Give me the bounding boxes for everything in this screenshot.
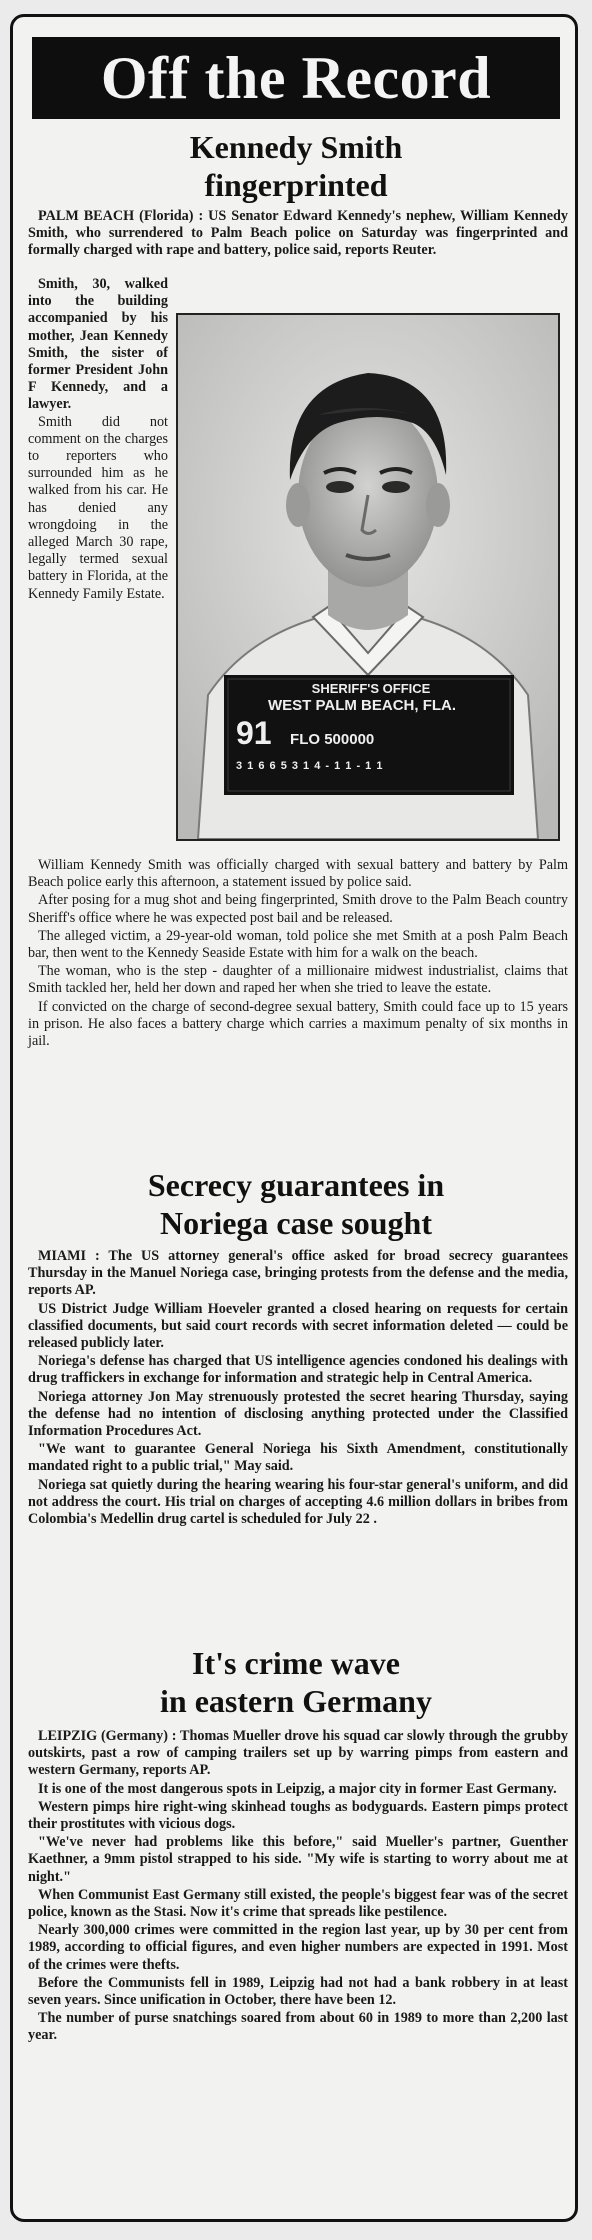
story1-narrow-paragraph-2: Smith did not comment on the charges to reporters who surrounded him as he walked from his car. He has denied any wrongdoing in the alleged March 30 rape, legally termed sexual battery in Florida, at the Kennedy Family Estate. [28, 413, 168, 602]
story2-lead-paragraph: MIAMI : The US attorney general's office asked for broad secrecy guarantees Thursday in the Manuel Noriega case, bringing protests from the defense and the media, reports AP. [28, 1248, 568, 1299]
story2-headline-line2: Noriega case sought [160, 1205, 432, 1241]
story1-headline [24, 128, 568, 204]
story3-paragraph-2: Western pimps hire right-wing skinhead toughs as bodyguards. Eastern pimps protect their prostitutes with vicious dogs. [28, 1798, 568, 1833]
story2-headline [24, 1166, 568, 1242]
story2-paragraph-2: Noriega's defense has charged that US intelligence agencies condoned his dealings with drug traffickers in exchange for information and strategic help in Central America. [28, 1353, 568, 1387]
story3-lead-paragraph: LEIPZIG (Germany) : Thomas Mueller drove his squad car slowly through the grubby outskirts, past a row of camping trailers set up by warring pimps from eastern and western Germany, reports AP. [28, 1728, 568, 1779]
story1-paragraph-2: After posing for a mug shot and being fingerprinted, Smith drove to the Palm Beach country Sheriff's office where he was expected post bail and be released. [28, 892, 568, 926]
placard-agency-code: FLO 500000 [290, 731, 375, 748]
story3-body [28, 1728, 568, 2046]
story3-headline-line1: It's crime wave [192, 1645, 400, 1681]
story1-body [28, 857, 568, 1051]
story3-headline [24, 1644, 568, 1720]
placard-line-1: SHERIFF'S OFFICE [311, 681, 431, 696]
mugshot-photo [176, 313, 560, 841]
story3-paragraph-7: The number of purse snatchings soared from about 60 in 1989 to more than 2,200 last year. [28, 2010, 568, 2044]
story2-paragraph-1: US District Judge William Hoeveler granted a closed hearing on requests for certain classified documents, but said court records with secret information deleted — could be released publicly later. [28, 1300, 568, 1352]
story1-headline-line1: Kennedy Smith [189, 129, 403, 165]
story1-headline-line2: fingerprinted [204, 167, 388, 203]
placard-line-4: 3 1 6 6 5 3 1 4 - 1 1 - 1 1 [236, 760, 384, 772]
story1-lead [28, 208, 568, 261]
story1-narrow-paragraph-1: Smith, 30, walked into the building accompanied by his mother, Jean Kennedy Smith, the sister of former President John F Kennedy, and a lawyer. [28, 276, 168, 413]
story1-narrow-column [28, 276, 168, 603]
placard-line-2: WEST PALM BEACH, FLA. [268, 697, 457, 714]
story1-paragraph-3: The alleged victim, a 29-year-old woman, told police she met Smith at a posh Palm Beach bar, then went to the Kennedy Seaside Estate with him for a walk on the beach. [28, 927, 568, 962]
story1-paragraph-5: If convicted on the charge of second-degree sexual battery, Smith could face up to 15 years in prison. He also faces a battery charge which carries a maximum penalty of six months in jail. [28, 998, 568, 1050]
placard-booking-number: 91 [236, 715, 272, 751]
story3-headline-line2: in eastern Germany [160, 1683, 432, 1719]
story2-paragraph-5: Noriega sat quietly during the hearing wearing his four-star general's uniform, and did not address the court. His trial on charges of accepting 4.6 million dollars in bribes from Colombia's Medellin drug cartel is scheduled for July 22 . [28, 1476, 568, 1528]
story1-paragraph-1: William Kennedy Smith was officially charged with sexual battery and battery by Palm Beach police early this afternoon, a statement issued by police said. [28, 857, 568, 891]
story3-paragraph-6: Before the Communists fell in 1989, Leipzig had not had a bank robbery in at least seven years. Since unification in October, there have been 12. [28, 1974, 568, 2009]
story3-paragraph-1: It is one of the most dangerous spots in Leipzig, a major city in former East Germany. [38, 1780, 557, 1797]
story3-paragraph-3: "We've never had problems like this before," said Mueller's partner, Guenther Kaethner, a 9mm pistol strapped to his side. "My wife is starting to worry about me at night." [28, 1834, 568, 1885]
story1-lead-paragraph: PALM BEACH (Florida) : US Senator Edward Kennedy's nephew, William Kennedy Smith, who surrendered to Palm Beach police on Saturday was fingerprinted and formally charged with rape and battery, police said, reports Reuter. [28, 208, 568, 259]
placard-line-3 [228, 715, 514, 758]
booking-placard [228, 681, 514, 774]
story3-paragraph-4: When Communist East Germany still existed, the people's biggest fear was of the secret police, known as the Stasi. Now it's crime that spreads like pestilence. [28, 1886, 568, 1921]
story2-paragraph-4: "We want to guarantee General Noriega his Sixth Amendment, constitutionally mandated right to a public trial," May said. [28, 1441, 568, 1475]
column-banner: Off the Record [32, 37, 560, 119]
story2-body [28, 1248, 568, 1529]
story1-paragraph-4: The woman, who is the step - daughter of a millionaire midwest industrialist, claims that Smith tackled her, held her down and raped her when she tried to leave the estate. [28, 963, 568, 997]
story2-headline-line1: Secrecy guarantees in [147, 1167, 445, 1203]
story3-paragraph-5: Nearly 300,000 crimes were committed in the region last year, up by 30 per cent from 1989, according to official figures, and even higher numbers are expected in 1991. Most of the crimes were thefts. [28, 1922, 568, 1973]
story2-paragraph-3: Noriega attorney Jon May strenuously protested the secret hearing Thursday, saying the defense had no intention of disclosing anything protected under the Classified Information Procedures Act. [28, 1388, 568, 1440]
